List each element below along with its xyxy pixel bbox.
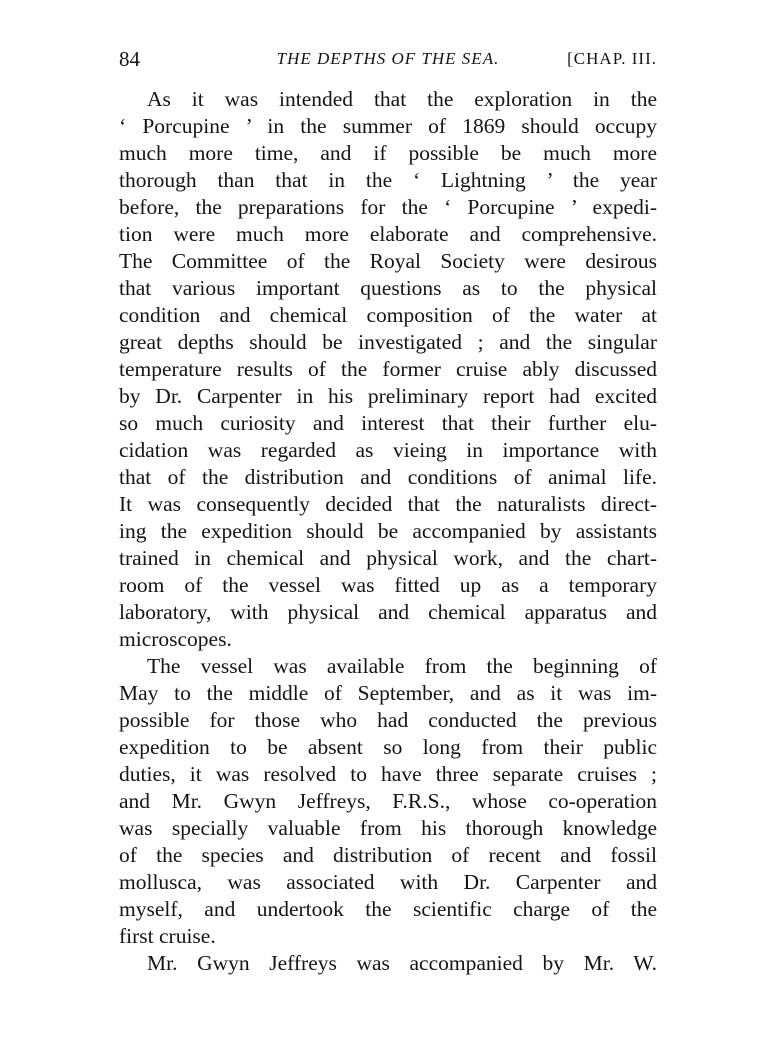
text-line: that various important questions as to the physical — [119, 276, 657, 300]
paragraph-three-cruises — [119, 653, 657, 950]
text-line: May to the middle of September, and as it was im- — [119, 681, 657, 705]
text-line: laboratory, with physical and chemical apparatus and — [119, 600, 657, 624]
text-line: As it was intended that the exploration in the — [147, 87, 657, 111]
text-line: condition and chemical composition of the water at — [119, 303, 657, 327]
text-line: trained in chemical and physical work, and the chart- — [119, 546, 657, 570]
text-line: much more time, and if possible be much more — [119, 141, 657, 165]
text-line: mollusca, was associated with Dr. Carpenter and — [119, 870, 657, 894]
text-line: and Mr. Gwyn Jeffreys, F.R.S., whose co-operation — [119, 789, 657, 813]
page-number: 84 — [119, 47, 140, 71]
paragraph-jeffreys-accompanied — [119, 950, 657, 977]
text-line: myself, and undertook the scientific charge of the — [119, 897, 657, 921]
text-line: before, the preparations for the ‘ Porcupine ’ expedi- — [119, 195, 657, 219]
text-line: The Committee of the Royal Society were desirous — [119, 249, 657, 273]
text-line: expedition to be absent so long from their public — [119, 735, 657, 759]
text-line: great depths should be investigated ; and the singular — [119, 330, 657, 354]
paragraph-porcupine-preparations — [119, 86, 657, 653]
text-line: possible for those who had conducted the previous — [119, 708, 657, 732]
text-line: first cruise. — [119, 924, 216, 948]
text-line: of the species and distribution of recent and fossil — [119, 843, 657, 867]
text-line: tion were much more elaborate and comprehensive. — [119, 222, 657, 246]
chapter-reference: [CHAP. III. — [567, 49, 657, 68]
text-line: Mr. Gwyn Jeffreys was accompanied by Mr. W. — [147, 951, 657, 975]
body-text — [119, 86, 657, 977]
text-line: was specially valuable from his thorough knowledge — [119, 816, 657, 840]
text-line: temperature results of the former cruise ably discussed — [119, 357, 657, 381]
text-line: thorough than that in the ‘ Lightning ’ the year — [119, 168, 657, 192]
text-line: ‘ Porcupine ’ in the summer of 1869 should occupy — [119, 114, 657, 138]
text-line: microscopes. — [119, 627, 232, 651]
running-title: THE DEPTHS OF THE SEA. — [276, 49, 500, 68]
text-line: ing the expedition should be accompanied by assistants — [119, 519, 657, 543]
text-line: that of the distribution and conditions of animal life. — [119, 465, 657, 489]
text-line: by Dr. Carpenter in his preliminary report had excited — [119, 384, 657, 408]
text-line: The vessel was available from the beginning of — [147, 654, 657, 678]
running-head — [119, 44, 657, 74]
text-line: cidation was regarded as vieing in importance with — [119, 438, 657, 462]
text-line: room of the vessel was fitted up as a temporary — [119, 573, 657, 597]
text-line: duties, it was resolved to have three separate cruises ; — [119, 762, 657, 786]
text-line: so much curiosity and interest that their further elu- — [119, 411, 657, 435]
text-line: It was consequently decided that the naturalists direct- — [119, 492, 657, 516]
